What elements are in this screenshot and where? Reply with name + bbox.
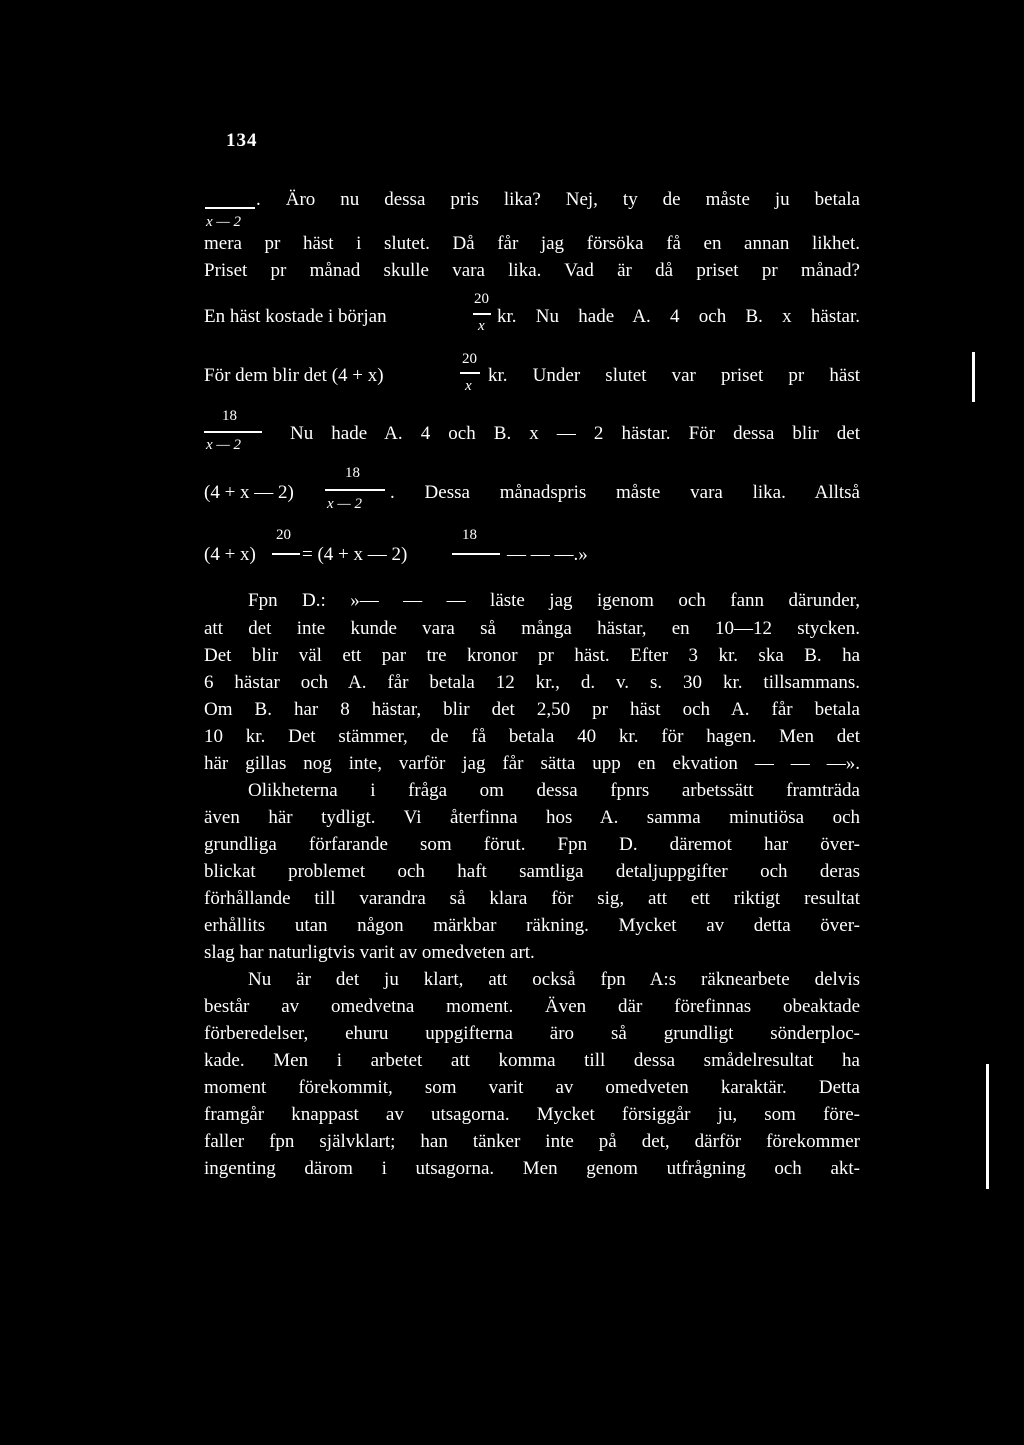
text-line: förberedelser, ehuru uppgifterna äro så grundligt sönderploc- bbox=[204, 1023, 860, 1044]
text-line: erhållits utan någon märkbar räkning. Mycket av detta över- bbox=[204, 915, 860, 936]
fraction-bar bbox=[325, 489, 385, 491]
math-line-1: . Äro nu dessa pris lika? Nej, ty de måste ju betala bbox=[256, 189, 860, 210]
math-line-3: Priset pr månad skulle vara lika. Vad är då priset pr månad? bbox=[204, 260, 860, 281]
fraction-numerator: 20 bbox=[276, 527, 291, 543]
text-line: Nu är det ju klart, att också fpn A:s räknearbete delvis bbox=[248, 969, 860, 990]
math-line-8-mid: = (4 + x — 2) bbox=[302, 544, 408, 565]
text-line: Det blir väl ett par tre kronor pr häst. Efter 3 kr. ska B. ha bbox=[204, 645, 860, 666]
text-line: Fpn D.: »— — — läste jag igenom och fann därunder, bbox=[248, 590, 860, 611]
text-line: 6 hästar och A. får betala 12 kr., d. v. s. 30 kr. tillsammans. bbox=[204, 672, 860, 693]
text-line: framgår knappast av utsagorna. Mycket försiggår ju, som före- bbox=[204, 1104, 860, 1125]
text-line: slag har naturligtvis varit av omedveten art. bbox=[204, 942, 535, 963]
text-line: blickat problemet och haft samtliga detaljuppgifter och deras bbox=[204, 861, 860, 882]
fraction-bar bbox=[473, 313, 491, 315]
fraction-denominator: x — 2 bbox=[327, 496, 362, 512]
math-line-4-start: En häst kostade i början bbox=[204, 306, 387, 327]
text-line: grundliga förfarande som förut. Fpn D. däremot har över- bbox=[204, 834, 860, 855]
text-line: kade. Men i arbetet att komma till dessa smådelresultat ha bbox=[204, 1050, 860, 1071]
fraction-denominator: x bbox=[478, 318, 485, 334]
math-line-4-end: kr. Nu hade A. 4 och B. x hästar. bbox=[497, 306, 860, 327]
fraction-denominator: x — 2 bbox=[206, 214, 241, 230]
text-line: faller fpn självklart; han tänker inte på det, därför förekommer bbox=[204, 1131, 860, 1152]
fraction-bar bbox=[204, 431, 262, 433]
text-line: moment förekommit, som varit av omedveten karaktär. Detta bbox=[204, 1077, 860, 1098]
fraction-denominator: x — 2 bbox=[206, 437, 241, 453]
fraction-denominator: x bbox=[465, 378, 472, 394]
text-line: 10 kr. Det stämmer, de få betala 40 kr. för hagen. Men det bbox=[204, 726, 860, 747]
math-line-2: mera pr häst i slutet. Då får jag försöka få en annan likhet. bbox=[204, 233, 860, 254]
fraction-numerator: 20 bbox=[462, 351, 477, 367]
text-line: även här tydligt. Vi återfinna hos A. samma minutiösa och bbox=[204, 807, 860, 828]
fraction-numerator: 18 bbox=[222, 408, 237, 424]
margin-line bbox=[986, 1064, 989, 1189]
math-line-5-end: kr. Under slutet var priset pr häst bbox=[488, 365, 860, 386]
fraction-bar bbox=[460, 372, 480, 374]
fraction-numerator: 18 bbox=[345, 465, 360, 481]
fraction-bar bbox=[452, 553, 500, 555]
text-line: förhållande till varandra så klara för sig, att ett riktigt resultat bbox=[204, 888, 860, 909]
fraction-bar bbox=[272, 553, 300, 555]
text-line: här gillas nog inte, varför jag får sätta upp en ekvation — — —». bbox=[204, 753, 860, 774]
math-line-8-start: (4 + x) bbox=[204, 544, 256, 565]
math-line-8-end: — — —.» bbox=[507, 544, 588, 565]
page-number: 134 bbox=[226, 130, 258, 151]
math-line-7-start: (4 + x — 2) bbox=[204, 482, 294, 503]
math-line-6: Nu hade A. 4 och B. x — 2 hästar. För dessa blir det bbox=[290, 423, 860, 444]
fraction-numerator: 20 bbox=[474, 291, 489, 307]
fraction-bar bbox=[205, 207, 255, 209]
text-line: Om B. har 8 hästar, blir det 2,50 pr häst och A. får betala bbox=[204, 699, 860, 720]
math-line-7-end: . Dessa månadspris måste vara lika. Alltså bbox=[390, 482, 860, 503]
text-line: Olikheterna i fråga om dessa fpnrs arbetssätt framträda bbox=[248, 780, 860, 801]
margin-line bbox=[972, 352, 975, 402]
text-line: består av omedvetna moment. Även där förefinnas obeaktade bbox=[204, 996, 860, 1017]
fraction-numerator: 18 bbox=[462, 527, 477, 543]
text-line: att det inte kunde vara så många hästar, en 10—12 stycken. bbox=[204, 618, 860, 639]
text-line: ingenting därom i utsagorna. Men genom utfrågning och akt- bbox=[204, 1158, 860, 1179]
math-line-5-start: För dem blir det (4 + x) bbox=[204, 365, 384, 386]
